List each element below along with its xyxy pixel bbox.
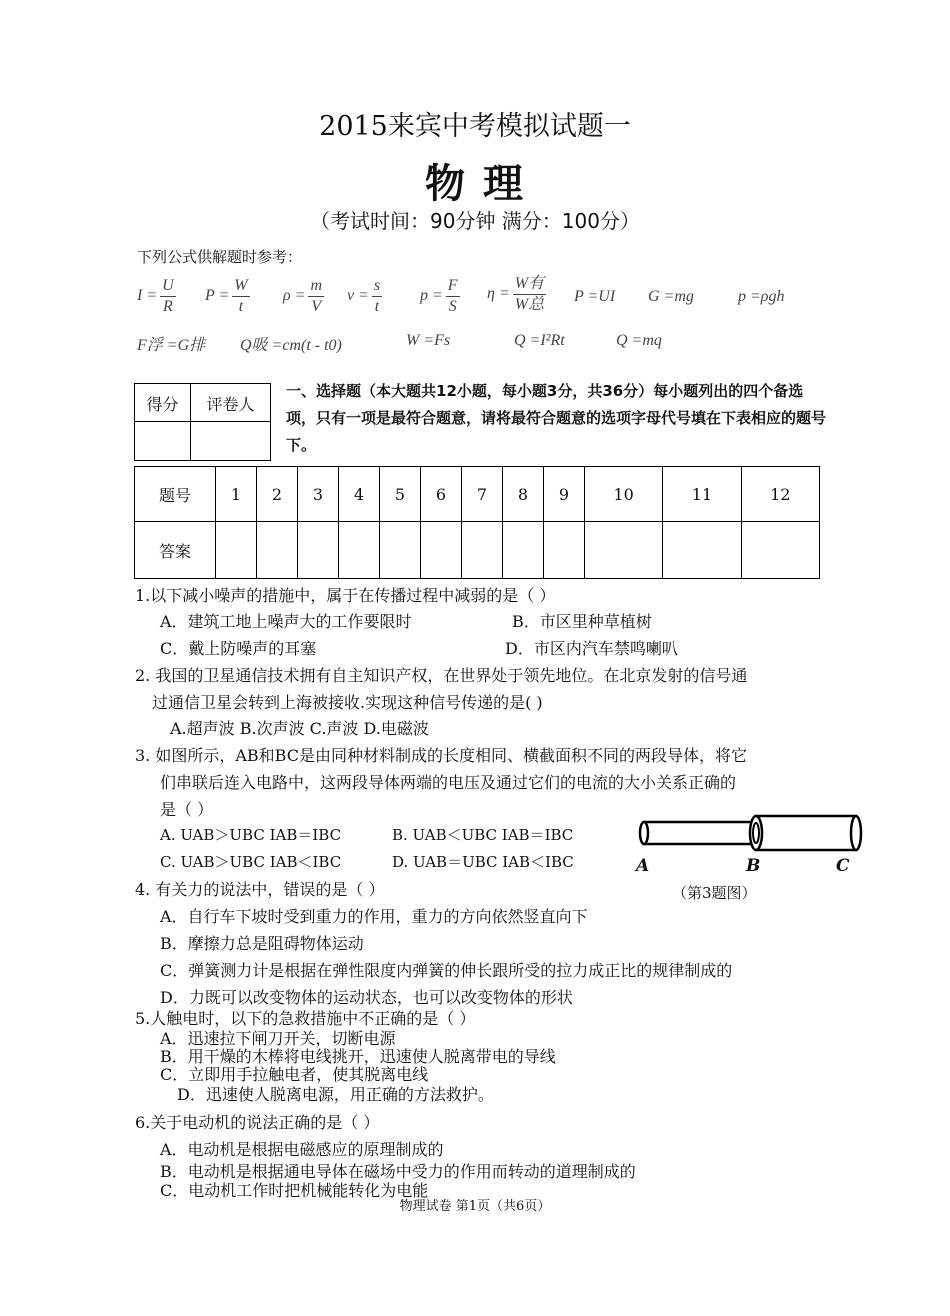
score-label: 得分: [146, 395, 179, 414]
question-number: 8: [503, 467, 544, 522]
grader-input[interactable]: [191, 422, 270, 460]
question-4: 4. 有关力的说法中，错误的是（ ）: [135, 880, 385, 899]
formula-fuel-heat: Q =mq: [616, 332, 662, 349]
question-6-option-b: B．电动机是根据通电导体在磁场中受力的作用而转动的道理制成的: [160, 1162, 636, 1181]
question-3-line-1: 3. 如图所示，AB和BC是由同种材料制成的长度相同、横截面积不同的两段导体，将它: [135, 746, 747, 765]
question-2-line-1: 2. 我国的卫星通信技术拥有自主知识产权，在世界处于领先地位。在北京发射的信号通: [135, 666, 748, 685]
figure-label-a: A: [636, 856, 650, 876]
question-4-option-b: B．摩擦力总是阻碍物体运动: [160, 934, 364, 953]
question-6-option-a: A．电动机是根据电磁感应的原理制成的: [160, 1140, 444, 1159]
answer-cell[interactable]: [257, 522, 298, 579]
question-number: 3: [298, 467, 339, 522]
conductor-bc-far-end: [851, 816, 861, 850]
formula-liquid-pressure: p =ρgh: [738, 288, 785, 305]
question-number: 7: [462, 467, 503, 522]
score-box: [134, 383, 271, 461]
question-5-option-c: C．立即用手拉触电者，使其脱离电线: [160, 1065, 429, 1084]
question-5-option-a: A．迅速拉下闸刀开关，切断电源: [160, 1029, 396, 1048]
figure-label-c: C: [836, 856, 850, 876]
question-3-option-b: B. UAB＜UBC IAB＝IBC: [392, 826, 574, 844]
answer-cell[interactable]: [585, 522, 663, 579]
question-number: 9: [544, 467, 585, 522]
conductor-joint: [753, 823, 759, 843]
conductor-ab: [644, 822, 764, 844]
question-number: 10: [585, 467, 663, 522]
question-3-option-d: D. UAB＝UBC IAB＜IBC: [392, 853, 574, 871]
question-4-option-d: D．力既可以改变物体的运动状态，也可以改变物体的形状: [160, 988, 573, 1007]
question-1-option-d: D．市区内汽车禁鸣喇叭: [505, 639, 678, 658]
question-3-line-2: 们串联后连入电路中，这两段导体两端的电压及通过它们的电流的大小关系正确的: [160, 773, 737, 792]
answer-cell[interactable]: [339, 522, 380, 579]
question-number: 12: [741, 467, 819, 522]
question-number: 2: [257, 467, 298, 522]
exam-info: （考试时间：90分钟 满分：100分）: [310, 209, 640, 233]
formula-current: I = $\frac{U}{R}$: [137, 277, 174, 315]
question-3-option-c: C. UAB＞UBC IAB＜IBC: [160, 853, 342, 871]
answer-label: 答案: [135, 522, 216, 579]
question-5-option-b: B．用干燥的木棒将电线挑开，迅速使人脱离带电的导线: [160, 1047, 556, 1066]
question-1-option-b: B．市区里种草植树: [512, 612, 652, 631]
question-6-option-c: C．电动机工作时把机械能转化为电能: [160, 1181, 429, 1200]
question-5: 5.人触电时，以下的急救措施中不正确的是（ ）: [135, 1009, 476, 1028]
figure-label-b: B: [746, 856, 761, 876]
formula-joule-heat: Q =I²Rt: [514, 332, 565, 349]
question-6: 6.关于电动机的说法正确的是（ ）: [135, 1113, 380, 1132]
page-footer: 物理试卷 第1页（共6页）: [399, 1199, 551, 1214]
formula-electric-power: P =UI: [574, 288, 616, 305]
answer-cell[interactable]: [663, 522, 741, 579]
formula-speed: v = $\frac{s}{t}$: [347, 277, 381, 315]
question-4-option-c: C．弹簧测力计是根据在弹性限度内弹簧的伸长跟所受的拉力成正比的规律制成的: [160, 961, 733, 980]
question-3-line-3: 是（ ）: [160, 800, 214, 819]
grader-label: 评卷人: [206, 395, 255, 414]
exam-title: 2015来宾中考模拟试题一: [319, 111, 631, 142]
answer-cell[interactable]: [503, 522, 544, 579]
answer-cell[interactable]: [462, 522, 503, 579]
question-number: 11: [663, 467, 741, 522]
formula-heat-absorbed: Q吸 =cm(t - t0): [240, 337, 342, 354]
formula-work: W =Fs: [406, 332, 451, 349]
question-number-label: 题号: [135, 467, 216, 522]
question-3-option-a: A. UAB＞UBC IAB＝IBC: [160, 826, 342, 844]
section-1-instructions: 一、选择题（本大题共12小题，每小题3分，共36分）每小题列出的四个备选项，只有一项是最符合题意，请将最符合题意的选项字母代号填在下表相应的题号下。: [286, 382, 827, 454]
question-2-line-2: 过通信卫星会转到上海被接收.实现这种信号传递的是( ): [152, 693, 543, 712]
answer-cell[interactable]: [741, 522, 819, 579]
figure-caption: （第3题图）: [672, 884, 757, 902]
answer-table: [134, 466, 820, 579]
answer-cell[interactable]: [544, 522, 585, 579]
question-2-options: A.超声波 B.次声波 C.声波 D.电磁波: [170, 719, 429, 738]
formula-efficiency: η = $\frac{\text{W有}}{\text{W总}}$: [487, 275, 545, 313]
question-1: 1.以下减小噪声的措施中，属于在传播过程中减弱的是（ ）: [135, 586, 556, 605]
question-1-option-a: A．建筑工地上噪声大的工作要限时: [160, 612, 412, 631]
question-number: 1: [216, 467, 257, 522]
question-1-option-c: C．戴上防噪声的耳塞: [160, 639, 317, 658]
answer-cell[interactable]: [216, 522, 257, 579]
formula-pressure: p = $\frac{F}{S}$: [420, 277, 458, 315]
question-5-option-d: D．迅速使人脱离电源，用正确的方法救护。: [177, 1085, 494, 1104]
formula-density: ρ = $\frac{m}{V}$: [283, 277, 323, 315]
score-input[interactable]: [135, 422, 190, 460]
question-number: 6: [421, 467, 462, 522]
formula-buoyancy: F浮 =G排: [137, 337, 206, 354]
formula-intro: 下列公式供解题时参考：: [137, 248, 303, 266]
formula-power: P = $\frac{W}{t}$: [205, 277, 248, 315]
answer-cell[interactable]: [380, 522, 421, 579]
question-number: 4: [339, 467, 380, 522]
answer-cell[interactable]: [298, 522, 339, 579]
question-number: 5: [380, 467, 421, 522]
subject-title: 物 理: [425, 160, 525, 207]
formula-gravity: G =mg: [648, 288, 694, 305]
conductor-bc: [756, 816, 856, 850]
question-4-option-a: A．自行车下坡时受到重力的作用，重力的方向依然竖直向下: [160, 907, 588, 926]
conductor-ab-end: [640, 822, 648, 844]
answer-cell[interactable]: [421, 522, 462, 579]
